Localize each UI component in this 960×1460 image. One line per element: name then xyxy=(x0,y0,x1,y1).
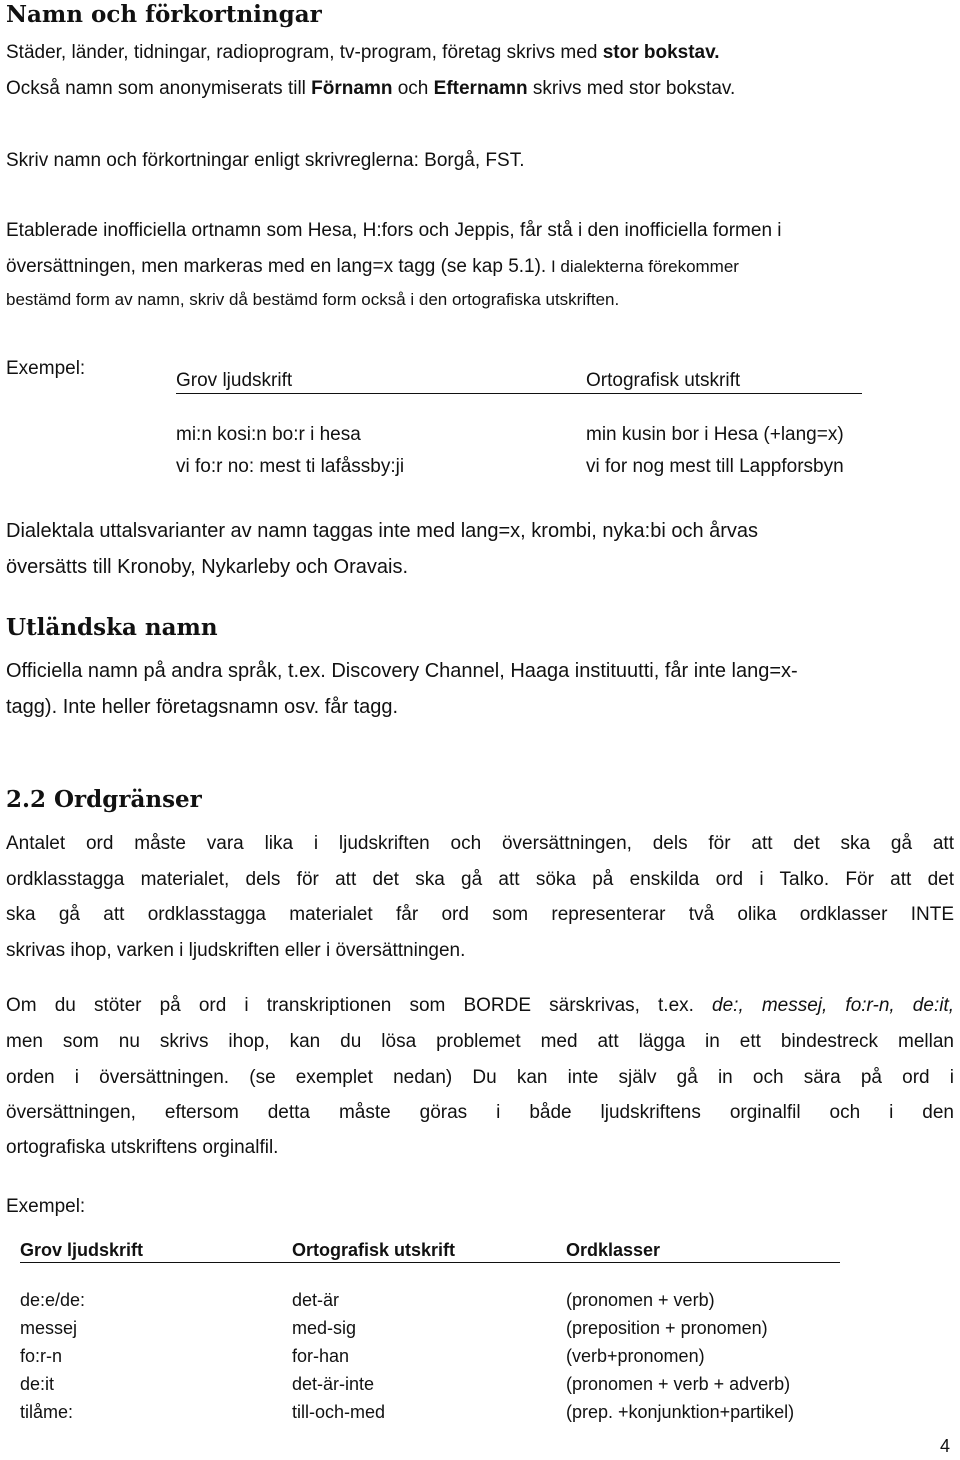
example-cell: mi:n kosi:n bo:r i hesa xyxy=(176,424,361,445)
table-cell: fo:r-n xyxy=(20,1346,63,1366)
paragraph-line xyxy=(6,78,735,100)
paragraph-line: tagg). Inte heller företagsnamn osv. får tagg. xyxy=(6,696,399,718)
paragraph-line xyxy=(6,988,954,1023)
text: och xyxy=(392,78,434,99)
paragraph-line: men som nu skrivs ihop, kan du lösa problemet med att lägga in ett bindestreck mellan xyxy=(6,1031,954,1052)
example-label: Exempel: xyxy=(6,1196,86,1217)
paragraph-line xyxy=(6,256,739,278)
paragraph-line: ska gå att ordklasstagga materialet får ord som representerar två olika ordklasser INTE xyxy=(6,904,954,925)
paragraph-line: översättningen, eftersom detta måste göras i både ljudskriftens orginalfil och i den xyxy=(6,1102,954,1123)
italic-text: de:, messej, fo:r-n, de:it, xyxy=(712,995,954,1016)
text: Också namn som anonymiserats till xyxy=(6,78,312,99)
paragraph-line: Officiella namn på andra språk, t.ex. Discovery Channel, Haaga instituutti, får inte lang=x- xyxy=(6,660,798,682)
text: översättningen, men markeras med en lang=x tagg (se kap 5.1). xyxy=(6,256,547,277)
table-header-underline xyxy=(20,1262,840,1263)
bold-text: Efternamn xyxy=(433,78,528,99)
section-heading-names: Namn och förkortningar xyxy=(6,1,322,28)
table-cell: det-är-inte xyxy=(292,1374,375,1394)
table-cell: med-sig xyxy=(292,1318,357,1338)
table-header-ordklasser: Ordklasser xyxy=(566,1240,661,1260)
bold-text: Förnamn xyxy=(311,78,393,99)
paragraph-line: Skriv namn och förkortningar enligt skrivreglerna: Borgå, FST. xyxy=(6,150,525,171)
text: skrivs med stor bokstav. xyxy=(527,78,736,99)
page-number: 4 xyxy=(940,1436,951,1456)
header-underline xyxy=(176,393,862,394)
table-header-grov: Grov ljudskrift xyxy=(20,1240,144,1260)
table-cell: till-och-med xyxy=(292,1402,386,1422)
column-header-grov: Grov ljudskrift xyxy=(176,370,293,391)
bold-text: stor bokstav. xyxy=(602,42,720,63)
table-cell: (preposition + pronomen) xyxy=(566,1318,768,1338)
table-cell: de:e/de: xyxy=(20,1290,86,1310)
example-label: Exempel: xyxy=(6,358,86,379)
paragraph-line: bestämd form av namn, skriv då bestämd form också i den ortografiska utskriften. xyxy=(6,290,620,309)
section-heading-word-boundaries: 2.2 Ordgränser xyxy=(6,786,202,813)
text: Städer, länder, tidningar, radioprogram, tv-program, företag skrivs med xyxy=(6,42,603,63)
table-cell: (prep. +konjunktion+partikel) xyxy=(566,1402,795,1422)
section-heading-foreign: Utländska namn xyxy=(6,614,218,641)
table-cell: de:it xyxy=(20,1374,55,1394)
table-cell: (pronomen + verb) xyxy=(566,1290,715,1310)
paragraph-line: Etablerade inofficiella ortnamn som Hesa, H:fors och Jeppis, får stå i den inofficiella formen i xyxy=(6,220,782,241)
table-header-orto: Ortografisk utskrift xyxy=(292,1240,456,1260)
table-cell: for-han xyxy=(292,1346,350,1366)
paragraph-line: Antalet ord måste vara lika i ljudskriften och översättningen, dels för att det ska gå att xyxy=(6,833,954,854)
table-cell: (pronomen + verb + adverb) xyxy=(566,1374,791,1394)
table-cell: det-är xyxy=(292,1290,340,1310)
paragraph-line xyxy=(6,42,720,64)
paragraph-line: orden i översättningen. (se exemplet nedan) Du kan inte själv gå in och sära på ord i xyxy=(6,1067,954,1088)
paragraph-line: Dialektala uttalsvarianter av namn taggas inte med lang=x, krombi, nyka:bi och årvas xyxy=(6,520,759,542)
paragraph-line: skrivas ihop, varken i ljudskriften eller i översättningen. xyxy=(6,940,466,961)
table-cell: messej xyxy=(20,1318,78,1338)
table-cell: (verb+pronomen) xyxy=(566,1346,705,1366)
column-header-orto: Ortografisk utskrift xyxy=(586,370,741,391)
paragraph-line: ordklasstagga materialet, dels för att det ska gå att söka på enskilda ord i Talko. För att det xyxy=(6,869,954,890)
paragraph-line: ortografiska utskriftens orginalfil. xyxy=(6,1137,279,1158)
example-cell: min kusin bor i Hesa (+lang=x) xyxy=(586,424,844,445)
table-cell: tilåme: xyxy=(20,1402,74,1422)
example-cell: vi fo:r no: mest ti lafåssby:ji xyxy=(176,456,405,477)
example-cell: vi for nog mest till Lappforsbyn xyxy=(586,456,844,477)
text: Om du stöter på ord i transkriptionen som BORDE särskrivas, t.ex. xyxy=(6,995,713,1016)
small-text: I dialekterna förekommer xyxy=(546,257,739,276)
paragraph-line: översätts till Kronoby, Nykarleby och Oravais. xyxy=(6,556,409,578)
